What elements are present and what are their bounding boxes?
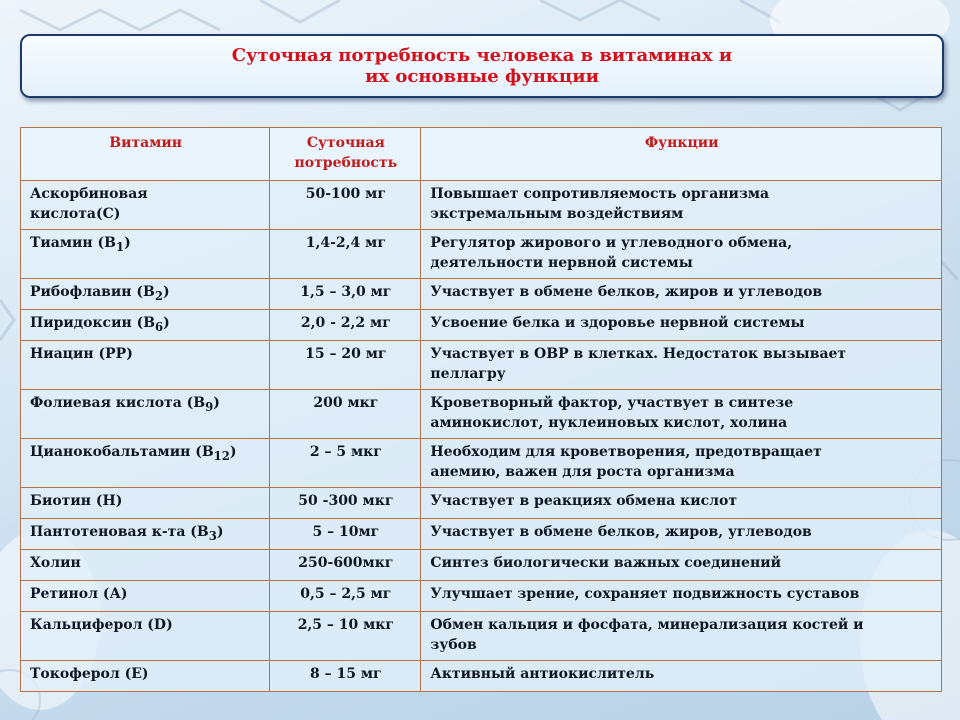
vitamin-name	[21, 519, 270, 550]
function-line-2: зубов	[430, 637, 477, 653]
vitamin-name-end: )	[229, 444, 237, 460]
page-title	[202, 45, 762, 87]
vitamin-function	[421, 612, 942, 661]
function-line-1: Повышает сопротивляемость организма	[430, 186, 770, 202]
table-row	[21, 390, 942, 439]
vitamin-subscript: 3	[208, 528, 217, 543]
function-line-1: Необходим для кроветворения, предотвращает	[430, 444, 822, 460]
daily-need: 1,4-2,4 мг	[270, 230, 421, 279]
function-line-1: Обмен кальция и фосфата, минерализация костей и	[430, 617, 864, 633]
vitamin-function: Участвует в обмене белков, жиров и углеводов	[421, 279, 942, 310]
daily-need: 2 – 5 мкг	[270, 439, 421, 488]
title-banner	[20, 34, 944, 98]
vitamin-function: Синтез биологически важных соединений	[421, 550, 942, 581]
daily-need: 1,5 – 3,0 мг	[270, 279, 421, 310]
vitamin-function: Участвует в обмене белков, жиров, углеводов	[421, 519, 942, 550]
function-line-1: Участвует в ОВР в клетках. Недостаток вызывает	[430, 346, 847, 362]
function-line-1: Кроветворный фактор, участвует в синтезе	[430, 395, 794, 411]
function-line-2: экстремальным воздействиям	[430, 206, 684, 222]
vitamin-subscript: 2	[154, 288, 163, 303]
vitamin-function: Улучшает зрение, сохраняет подвижность суставов	[421, 581, 942, 612]
table-row	[21, 661, 942, 692]
vitamin-function: Участвует в реакциях обмена кислот	[421, 488, 942, 519]
daily-need: 0,5 – 2,5 мг	[270, 581, 421, 612]
vitamin-subscript: 6	[155, 319, 164, 334]
vitamin-name	[21, 390, 270, 439]
vitamin-function	[421, 230, 942, 279]
vitamin-name-text: Фолиевая кислота (В	[30, 395, 206, 411]
daily-need: 15 – 20 мг	[270, 341, 421, 390]
vitamin-name: Ретинол (А)	[21, 581, 270, 612]
vitamin-name-text: Рибофлавин (В	[30, 284, 155, 300]
vitamin-function: Усвоение белка и здоровье нервной системы	[421, 310, 942, 341]
daily-need: 50 -300 мкг	[270, 488, 421, 519]
table-row	[21, 181, 942, 230]
header-daily-need-line-1: Суточная	[306, 135, 385, 151]
vitamin-function	[421, 439, 942, 488]
vitamin-function	[421, 341, 942, 390]
vitamin-name-text: Пантотеновая к-та (В	[30, 524, 209, 540]
vitamin-subscript: 9	[205, 399, 214, 414]
vitamin-name-line-2: кислота(С)	[30, 206, 121, 222]
table-row	[21, 439, 942, 488]
table-row	[21, 581, 942, 612]
table-row	[21, 519, 942, 550]
table-row	[21, 279, 942, 310]
daily-need: 2,0 - 2,2 мг	[270, 310, 421, 341]
vitamin-name-text: Пиридоксин (В	[30, 315, 156, 331]
vitamin-name: Токоферол (Е)	[21, 661, 270, 692]
daily-need: 50-100 мг	[270, 181, 421, 230]
vitamin-name: Ниацин (РР)	[21, 341, 270, 390]
daily-need: 250-600мкг	[270, 550, 421, 581]
vitamin-name-text: Цианокобальтамин (В	[30, 444, 214, 460]
page-title-line-2: их основные функции	[365, 66, 599, 87]
table-row	[21, 488, 942, 519]
vitamin-function: Активный антиокислитель	[421, 661, 942, 692]
table-header-row	[21, 128, 942, 181]
vitamin-name	[21, 310, 270, 341]
vitamin-name-end: )	[124, 235, 131, 251]
vitamin-function	[421, 181, 942, 230]
daily-need: 200 мкг	[270, 390, 421, 439]
vitamin-name-text: Тиамин (В	[30, 235, 116, 251]
vitamin-name-line-1: Аскорбиновая	[30, 186, 148, 202]
table-row	[21, 341, 942, 390]
vitamin-name	[21, 230, 270, 279]
vitamin-function	[421, 390, 942, 439]
vitamins-table	[20, 127, 942, 692]
vitamin-subscript: 12	[213, 448, 230, 463]
vitamin-name-end: )	[163, 315, 170, 331]
daily-need: 8 – 15 мг	[270, 661, 421, 692]
function-line-2: аминокислот, нуклеиновых кислот, холина	[430, 415, 788, 431]
page-title-line-1: Суточная потребность человека в витаминах и	[231, 45, 733, 66]
vitamin-name: Холин	[21, 550, 270, 581]
function-line-1: Регулятор жирового и углеводного обмена,	[430, 235, 793, 251]
header-daily-need-line-2: потребность	[294, 155, 398, 171]
function-line-2: деятельности нервной системы	[430, 255, 693, 271]
vitamin-name	[21, 181, 270, 230]
header-vitamin: Витамин	[21, 128, 270, 181]
table-row	[21, 612, 942, 661]
table-row	[21, 230, 942, 279]
header-daily-need	[270, 128, 421, 181]
table-row	[21, 550, 942, 581]
header-functions: Функции	[421, 128, 942, 181]
vitamin-name-end: )	[216, 524, 224, 540]
vitamin-subscript: 1	[116, 239, 125, 254]
vitamin-name-end: )	[162, 284, 170, 300]
daily-need: 5 – 10мг	[270, 519, 421, 550]
vitamin-name: Биотин (Н)	[21, 488, 270, 519]
table-row	[21, 310, 942, 341]
function-line-2: анемию, важен для роста организма	[430, 464, 735, 480]
vitamin-name	[21, 439, 270, 488]
daily-need: 2,5 – 10 мкг	[270, 612, 421, 661]
vitamin-name: Кальциферол (D)	[21, 612, 270, 661]
vitamin-name	[21, 279, 270, 310]
function-line-2: пеллагру	[430, 366, 506, 382]
vitamin-name-end: )	[213, 395, 220, 411]
